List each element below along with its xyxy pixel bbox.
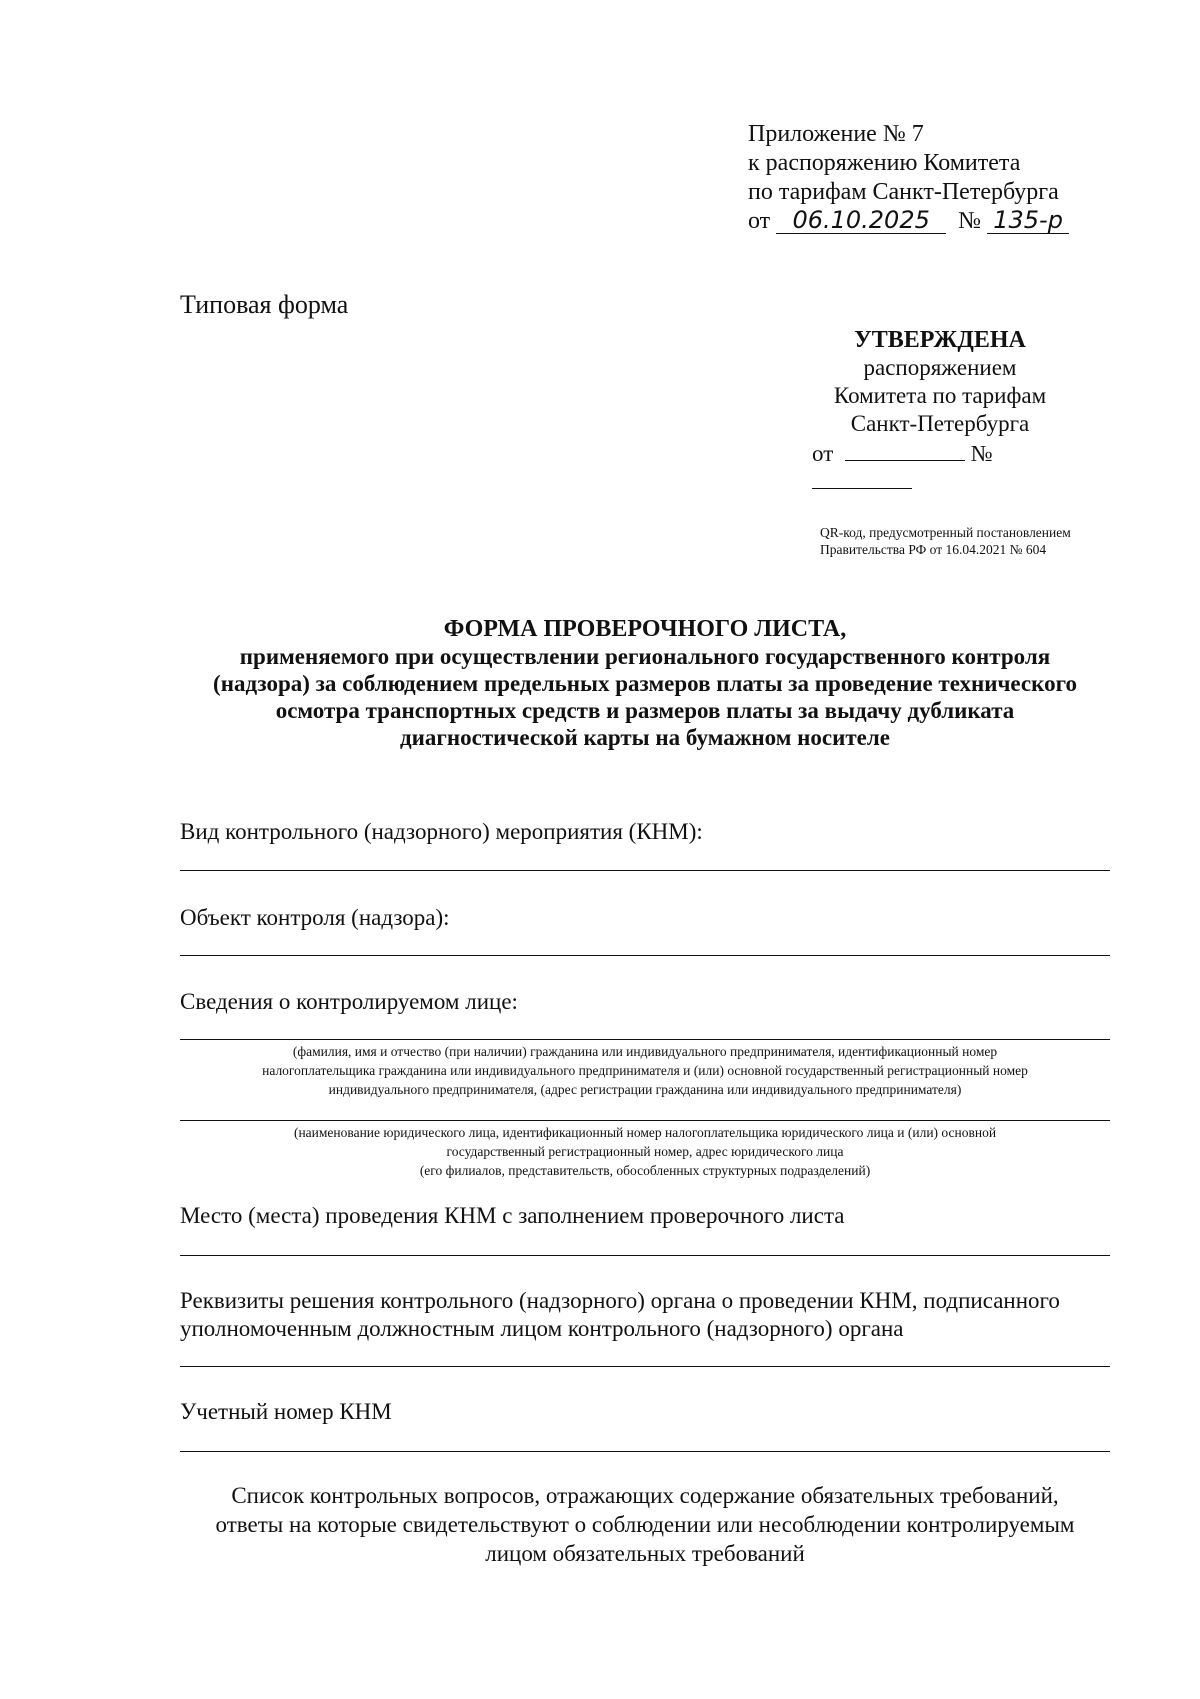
questions-line-1: Список контрольных вопросов, отражающих содержание обязательных требований,: [231, 1483, 1059, 1508]
annex-handwritten-date: 06.10.2025: [776, 207, 946, 234]
knm-type-line: [180, 870, 1110, 871]
form-type-label: Типовая форма: [180, 290, 349, 319]
decision-details-line: [180, 1366, 1110, 1367]
approved-heading: УТВЕРЖДЕНА: [854, 327, 1026, 353]
annex-date-number-line: [748, 207, 1069, 236]
approved-from-prefix: от: [812, 441, 834, 466]
person-caption2-line-1: (наименование юридического лица, идентификационный номер налогоплательщика юридического лица и (или) основной: [293, 1125, 997, 1140]
approved-number-prefix: №: [970, 441, 993, 466]
approved-date-blank: [845, 440, 965, 461]
decision-line-2: уполномоченным должностным лицом контрольного (надзорного) органа: [180, 1316, 904, 1341]
control-object-line: [180, 955, 1110, 956]
control-object-label: Объект контроля (надзора):: [180, 905, 450, 930]
person-line-2: [180, 1120, 1110, 1121]
person-caption1-line-1: (фамилия, имя и отчество (при наличии) гражданина или индивидуального предпринимателя, идентификационный номер: [292, 1044, 998, 1059]
knm-place-line: [180, 1255, 1110, 1256]
account-number-label: Учетный номер КНМ: [180, 1399, 392, 1424]
annex-line-1: Приложение № 7: [748, 121, 924, 147]
qr-code-note: [820, 524, 1071, 558]
approved-date-number-line: [790, 440, 1090, 496]
title-line-4: диагностической карты на бумажном носителе: [400, 725, 890, 750]
annex-handwritten-number: 135-р: [987, 207, 1069, 234]
person-caption-legal: [180, 1123, 1110, 1180]
approved-number-blank: [812, 468, 912, 489]
document-title: [180, 616, 1110, 751]
controlled-person-label: Сведения о контролируемом лице:: [180, 989, 518, 1014]
questions-line-2: ответы на которые свидетельствуют о соблюдении или несоблюдении контролируемым: [215, 1512, 1075, 1537]
person-caption2-line-3: (его филиалов, представительств, обособленных структурных подразделений): [419, 1163, 871, 1178]
annex-line-3: по тарифам Санкт-Петербурга: [748, 179, 1059, 205]
person-line-1: [180, 1039, 1110, 1040]
title-line-3: осмотра транспортных средств и размеров платы за выдачу дубликата: [275, 698, 1015, 723]
person-caption2-line-2: государственный регистрационный номер, адрес юридического лица: [446, 1144, 844, 1159]
annex-from-prefix: от: [748, 208, 771, 234]
decision-line-1: Реквизиты решения контрольного (надзорного) органа о проведении КНМ, подписанного: [180, 1288, 1060, 1313]
annex-number-prefix: №: [958, 208, 982, 234]
person-caption-individual: [180, 1042, 1110, 1099]
annex-block: [748, 120, 1069, 236]
knm-type-label: Вид контрольного (надзорного) мероприятия (КНМ):: [180, 819, 703, 844]
knm-place-label: Место (места) проведения КНМ с заполнением проверочного листа: [180, 1203, 845, 1228]
decision-details-label: [180, 1287, 1110, 1343]
person-caption1-line-2: налогоплательщика гражданина или индивидуального предпринимателя и (или) основной государственный регистрационный номер: [262, 1063, 1028, 1078]
questions-line-3: лицом обязательных требований: [485, 1541, 805, 1566]
person-caption1-line-3: индивидуального предпринимателя, (адрес регистрации гражданина или индивидуального предпринимателя): [328, 1082, 962, 1097]
title-line-1: применяемого при осуществлении регионального государственного контроля: [239, 644, 1051, 669]
title-line-2: (надзора) за соблюдением предельных размеров платы за проведение технического: [213, 671, 1077, 696]
title-main: ФОРМА ПРОВЕРОЧНОГО ЛИСТА,: [443, 616, 847, 642]
approved-block: [790, 326, 1090, 496]
questions-list-heading: [180, 1481, 1110, 1568]
qr-note-line-1: QR-код, предусмотренный постановлением: [820, 525, 1071, 540]
annex-line-2: к распоряжению Комитета: [748, 150, 1021, 176]
approved-line-3: Санкт-Петербурга: [850, 411, 1030, 436]
account-number-line: [180, 1451, 1110, 1452]
approved-line-2: Комитета по тарифам: [833, 383, 1047, 408]
qr-note-line-2: Правительства РФ от 16.04.2021 № 604: [820, 542, 1047, 557]
approved-line-1: распоряжением: [863, 355, 1017, 380]
